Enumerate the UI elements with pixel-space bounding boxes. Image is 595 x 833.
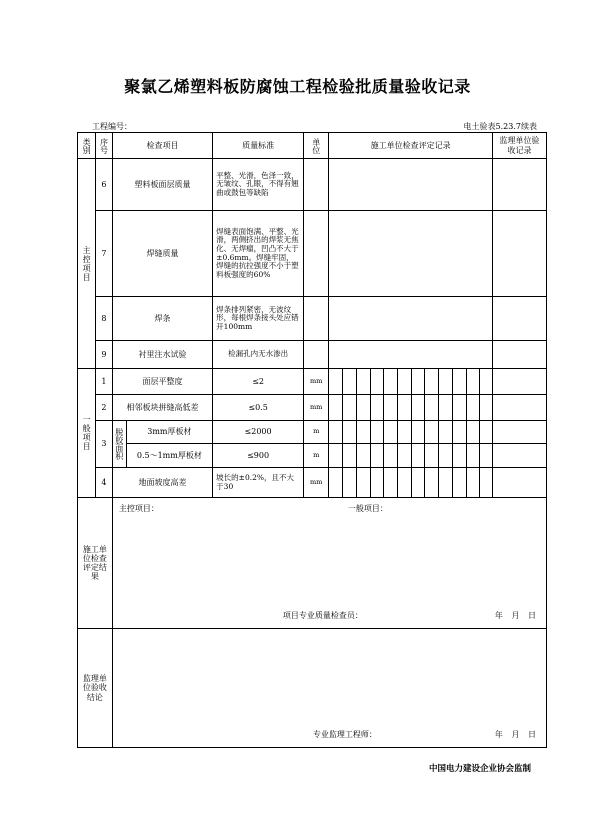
measure-cell[interactable]: [425, 369, 439, 395]
measure-cell[interactable]: [343, 369, 357, 395]
measure-cell[interactable]: [480, 468, 493, 498]
measure-cell[interactable]: [384, 444, 398, 468]
general-result-label: 一般项目：: [347, 504, 388, 513]
header-category: 类别: [78, 133, 96, 159]
measure-cell[interactable]: [370, 444, 384, 468]
row-supervision-record[interactable]: [492, 369, 546, 395]
row-unit: mm: [304, 369, 329, 395]
measure-cell[interactable]: [356, 369, 370, 395]
general-label: 一般项目: [78, 369, 96, 498]
row-unit: mm: [304, 468, 329, 498]
measure-cell[interactable]: [343, 468, 357, 498]
row-unit: m: [304, 444, 329, 468]
row-supervision-record[interactable]: [492, 211, 546, 297]
table-row: [78, 468, 547, 498]
row-item: 焊条: [112, 297, 212, 341]
construction-result-row: [78, 498, 547, 629]
row-standard: 焊条排列紧密，无波纹形，每根焊条接头处应错开100mm: [213, 297, 304, 341]
row-item: 0.5～1mm厚板材: [126, 444, 213, 468]
measure-cell[interactable]: [384, 468, 398, 498]
measure-cell[interactable]: [425, 421, 439, 444]
measure-cell[interactable]: [411, 468, 425, 498]
measure-cell[interactable]: [384, 395, 398, 421]
measure-cell[interactable]: [356, 395, 370, 421]
row-supervision-record[interactable]: [492, 444, 546, 468]
measure-cell[interactable]: [439, 395, 453, 421]
measure-cell[interactable]: [480, 444, 493, 468]
measure-cell[interactable]: [466, 369, 480, 395]
row-seq: 3: [95, 421, 112, 468]
header-item: 检查项目: [112, 133, 212, 159]
inspection-table: [77, 132, 547, 748]
header-construction-record: 施工单位检查评定记录: [329, 133, 493, 159]
measure-cell[interactable]: [411, 421, 425, 444]
measure-cell[interactable]: [480, 395, 493, 421]
row-supervision-record[interactable]: [492, 395, 546, 421]
row-standard: 检漏孔内无水渗出: [213, 341, 304, 369]
row-unit: mm: [304, 395, 329, 421]
measure-cell[interactable]: [411, 369, 425, 395]
row-item: 相邻板块拼缝高低差: [112, 395, 212, 421]
measure-cell[interactable]: [397, 369, 411, 395]
measure-cell[interactable]: [356, 421, 370, 444]
project-number-label: 工程编号：: [92, 122, 132, 131]
measure-cell[interactable]: [329, 468, 343, 498]
table-row: [78, 369, 547, 395]
row-seq: 1: [95, 369, 112, 395]
measure-cell[interactable]: [343, 444, 357, 468]
measure-cell[interactable]: [370, 369, 384, 395]
row-item: 3mm厚板材: [126, 421, 213, 444]
measure-cell[interactable]: [425, 395, 439, 421]
supervision-result-label: 监理单位验收结论: [78, 629, 113, 748]
measure-cell[interactable]: [466, 421, 480, 444]
row-construction-record[interactable]: [329, 159, 493, 211]
main-control-label: 主控项目: [78, 159, 96, 369]
measure-cell[interactable]: [466, 444, 480, 468]
measure-cell[interactable]: [480, 369, 493, 395]
table-row: [78, 341, 547, 369]
row-unit: m: [304, 421, 329, 444]
table-row: [78, 211, 547, 297]
measure-cell[interactable]: [329, 444, 343, 468]
measure-cell[interactable]: [411, 444, 425, 468]
measure-cell[interactable]: [439, 369, 453, 395]
measure-cell[interactable]: [452, 444, 466, 468]
table-row: [78, 159, 547, 211]
table-row: [78, 421, 547, 444]
header-unit: 单位: [304, 133, 329, 159]
row-unit: [304, 211, 329, 297]
measure-cell[interactable]: [452, 468, 466, 498]
measure-cell[interactable]: [466, 468, 480, 498]
form-title: 聚氯乙烯塑料板防腐蚀工程检验批质量验收记录: [124, 77, 471, 96]
row-seq: 2: [95, 395, 112, 421]
row-construction-record[interactable]: [329, 297, 493, 341]
row-item: 地面坡度高差: [112, 468, 212, 498]
measure-cell[interactable]: [329, 369, 343, 395]
quality-inspector-signature-label: 项目专业质量检查员：: [282, 610, 363, 620]
measure-cell[interactable]: [397, 395, 411, 421]
measure-cell[interactable]: [370, 395, 384, 421]
measure-cell[interactable]: [356, 468, 370, 498]
supervision-result-row: [78, 629, 547, 748]
measure-cell[interactable]: [356, 444, 370, 468]
row-item: 衬里注水试验: [112, 341, 212, 369]
measure-cell[interactable]: [439, 421, 453, 444]
row-seq: 7: [95, 211, 112, 297]
row-item: 焊缝质量: [112, 211, 212, 297]
measure-cell[interactable]: [439, 444, 453, 468]
row-standard: ≤2: [213, 369, 304, 395]
row-item: 塑料板面层质量: [112, 159, 212, 211]
row-supervision-record[interactable]: [492, 421, 546, 444]
row-standard: ≤0.5: [213, 395, 304, 421]
measure-cell[interactable]: [343, 395, 357, 421]
measure-cell[interactable]: [425, 444, 439, 468]
measure-cell[interactable]: [397, 468, 411, 498]
row-supervision-record[interactable]: [492, 297, 546, 341]
row-seq: 6: [95, 159, 112, 211]
row-standard: 坡长的±0.2%，且不大于30: [213, 468, 304, 498]
header-standard: 质量标准: [213, 133, 304, 159]
row-standard: 平整、光滑，色泽一致，无皱纹、孔眼，不得有翘曲或鼓包等缺陷: [213, 159, 304, 211]
table-row: [78, 297, 547, 341]
row-construction-record[interactable]: [329, 211, 493, 297]
row-seq: 8: [95, 297, 112, 341]
row-standard: ≤900: [213, 444, 304, 468]
header-supervision-record: 监理单位验收记录: [492, 133, 546, 159]
supervision-result-area[interactable]: [112, 629, 546, 748]
header-seq: 序号: [95, 133, 112, 159]
construction-date-label: 年 月 日: [494, 610, 536, 620]
row-construction-record[interactable]: [329, 341, 493, 369]
construction-result-label: 施工单位检查评定结果: [78, 498, 113, 629]
measure-cell[interactable]: [452, 369, 466, 395]
measure-cell[interactable]: [370, 421, 384, 444]
row-seq: 9: [95, 341, 112, 369]
construction-result-area[interactable]: [112, 498, 546, 629]
measure-cell[interactable]: [397, 421, 411, 444]
footer-issuer: 中国电力建设企业协会监制: [428, 764, 531, 774]
measure-cell[interactable]: [411, 395, 425, 421]
measure-cell[interactable]: [329, 395, 343, 421]
measure-cell[interactable]: [384, 369, 398, 395]
main-control-result-label: 主控项目：: [118, 504, 159, 513]
measure-cell[interactable]: [370, 468, 384, 498]
measure-cell[interactable]: [439, 468, 453, 498]
row-supervision-record[interactable]: [492, 468, 546, 498]
row-group: 脱胶面积: [112, 421, 126, 468]
row-seq: 4: [95, 468, 112, 498]
measure-cell[interactable]: [466, 395, 480, 421]
row-unit: [304, 297, 329, 341]
row-standard: ≤2000: [213, 421, 304, 444]
row-unit: [304, 341, 329, 369]
row-unit: [304, 159, 329, 211]
supervising-engineer-signature-label: 专业监理工程师：: [312, 729, 377, 739]
form-number: 电土验表5.23.7续表: [463, 122, 537, 131]
measure-cell[interactable]: [343, 421, 357, 444]
table-row: [78, 395, 547, 421]
table-row: [78, 444, 547, 468]
row-item: 面层平整度: [112, 369, 212, 395]
row-supervision-record[interactable]: [492, 159, 546, 211]
measure-cell[interactable]: [384, 421, 398, 444]
row-supervision-record[interactable]: [492, 341, 546, 369]
measure-cell[interactable]: [329, 421, 343, 444]
supervision-date-label: 年 月 日: [494, 729, 536, 739]
measure-cell[interactable]: [425, 468, 439, 498]
row-standard: 焊缝表面饱满、平整、光滑，两侧挤出的焊浆无焦化、无焊瘤，凹凸不大于±0.6mm。焊缝牢固，焊缝的抗拉强度不小于塑料板强度的60%: [213, 211, 304, 297]
header-row: [78, 133, 547, 159]
measure-cell[interactable]: [452, 421, 466, 444]
measure-cell[interactable]: [480, 421, 493, 444]
measure-cell[interactable]: [452, 395, 466, 421]
measure-cell[interactable]: [397, 444, 411, 468]
